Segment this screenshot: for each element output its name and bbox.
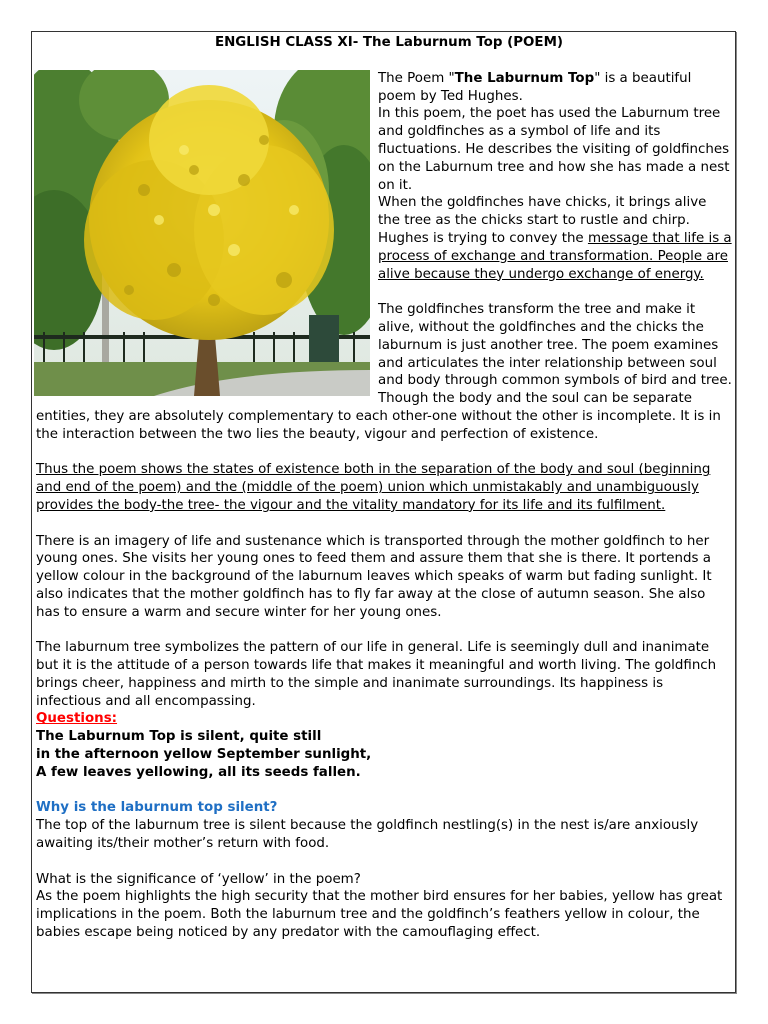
answer-1: The top of the laburnum tree is silent because the goldfinch nestling(s) in the nest is/are anxiously awaiting its/their mother’s return with food. xyxy=(36,818,699,852)
paragraph-7: There is an imagery of life and sustenance which is transported through the mother goldfinch to her young ones. She visits her young ones to feed them and assure them that she is there. It portends a yellow colour in the background of the laburnum leaves which speaks of warm but fading sunlight. It also indicates that the mother goldfinch has to fly far away at the close of autumn season. She also has to ensure a warm and secure winter for her young ones. xyxy=(36,533,712,620)
underlined-message: message that life is a process of exchange and transformation. People are alive because they undergo exchange of energy. xyxy=(378,230,732,282)
paragraph-6-underlined: Thus the poem shows the states of existence both in the separation of the body and soul (beginning and end of the poem) and the (middle of the poem) union which unmistakably and unambiguously provides the body-the tree- the vigour and the vitality mandatory for its life and its fulfilment. xyxy=(36,462,711,513)
answer-2: As the poem highlights the high security that the mother bird ensures for her babies, yellow has great implications in the poem. Both the laburnum tree and the goldfinch’s feathers yellow in colour, the babies escape being noticed by any predator with the camouflaging effect. xyxy=(36,889,723,941)
page-title: ENGLISH CLASS XI- The Laburnum Top (POEM) xyxy=(214,35,564,50)
poem-title-bold: The Laburnum Top xyxy=(454,70,595,86)
paragraph-4: The goldfinches transform the tree and make it alive, without the goldfinches and the chicks the laburnum is just another tree. The poem examines and articulates the inter relationship between soul and body through common symbols of bird and tree. xyxy=(378,302,732,389)
question-1: Why is the laburnum top silent? xyxy=(36,800,278,816)
intro-paragraph: The Poem "The Laburnum Top" is a beautiful poem by Ted Hughes. xyxy=(378,70,692,104)
document-body xyxy=(36,34,732,942)
paragraph-5: Though the body and the soul can be separate entities, they are absolutely complementary to each other-one without the other is incomplete. It is in the interaction between the two lies the beauty, vigour and perfection of existence. xyxy=(36,391,721,442)
poem-line-1: The Laburnum Top is silent, quite still xyxy=(36,729,322,745)
poem-line-2: in the afternoon yellow September sunlight, xyxy=(36,747,372,763)
questions-heading: Questions: xyxy=(36,711,118,727)
paragraph-3: Hughes is trying to convey the message that life is a process of exchange and transformation. People are alive because they undergo exchange of energy. xyxy=(378,230,732,282)
paragraph-2: When the goldfinches have chicks, it brings alive the tree as the chicks start to rustle and chirp. xyxy=(378,195,707,229)
poem-line-3: A few leaves yellowing, all its seeds fallen. xyxy=(36,764,361,780)
paragraph-1: In this poem, the poet has used the Laburnum tree and goldfinches as a symbol of life and its fluctuations. He describes the visiting of goldfinches on the Laburnum tree and how she has made a nest on it. xyxy=(378,106,730,193)
question-2: What is the significance of ‘yellow’ in the poem? xyxy=(36,871,361,887)
paragraph-8: The laburnum tree symbolizes the pattern of our life in general. Life is seemingly dull and inanimate but it is the attitude of a person towards life that makes it meaningful and worth living. The goldfinch brings cheer, happiness and mirth to the simple and inanimate surroundings. Its happiness is infectious and all encompassing. xyxy=(36,640,717,709)
laburnum-tree-photo xyxy=(34,70,370,396)
